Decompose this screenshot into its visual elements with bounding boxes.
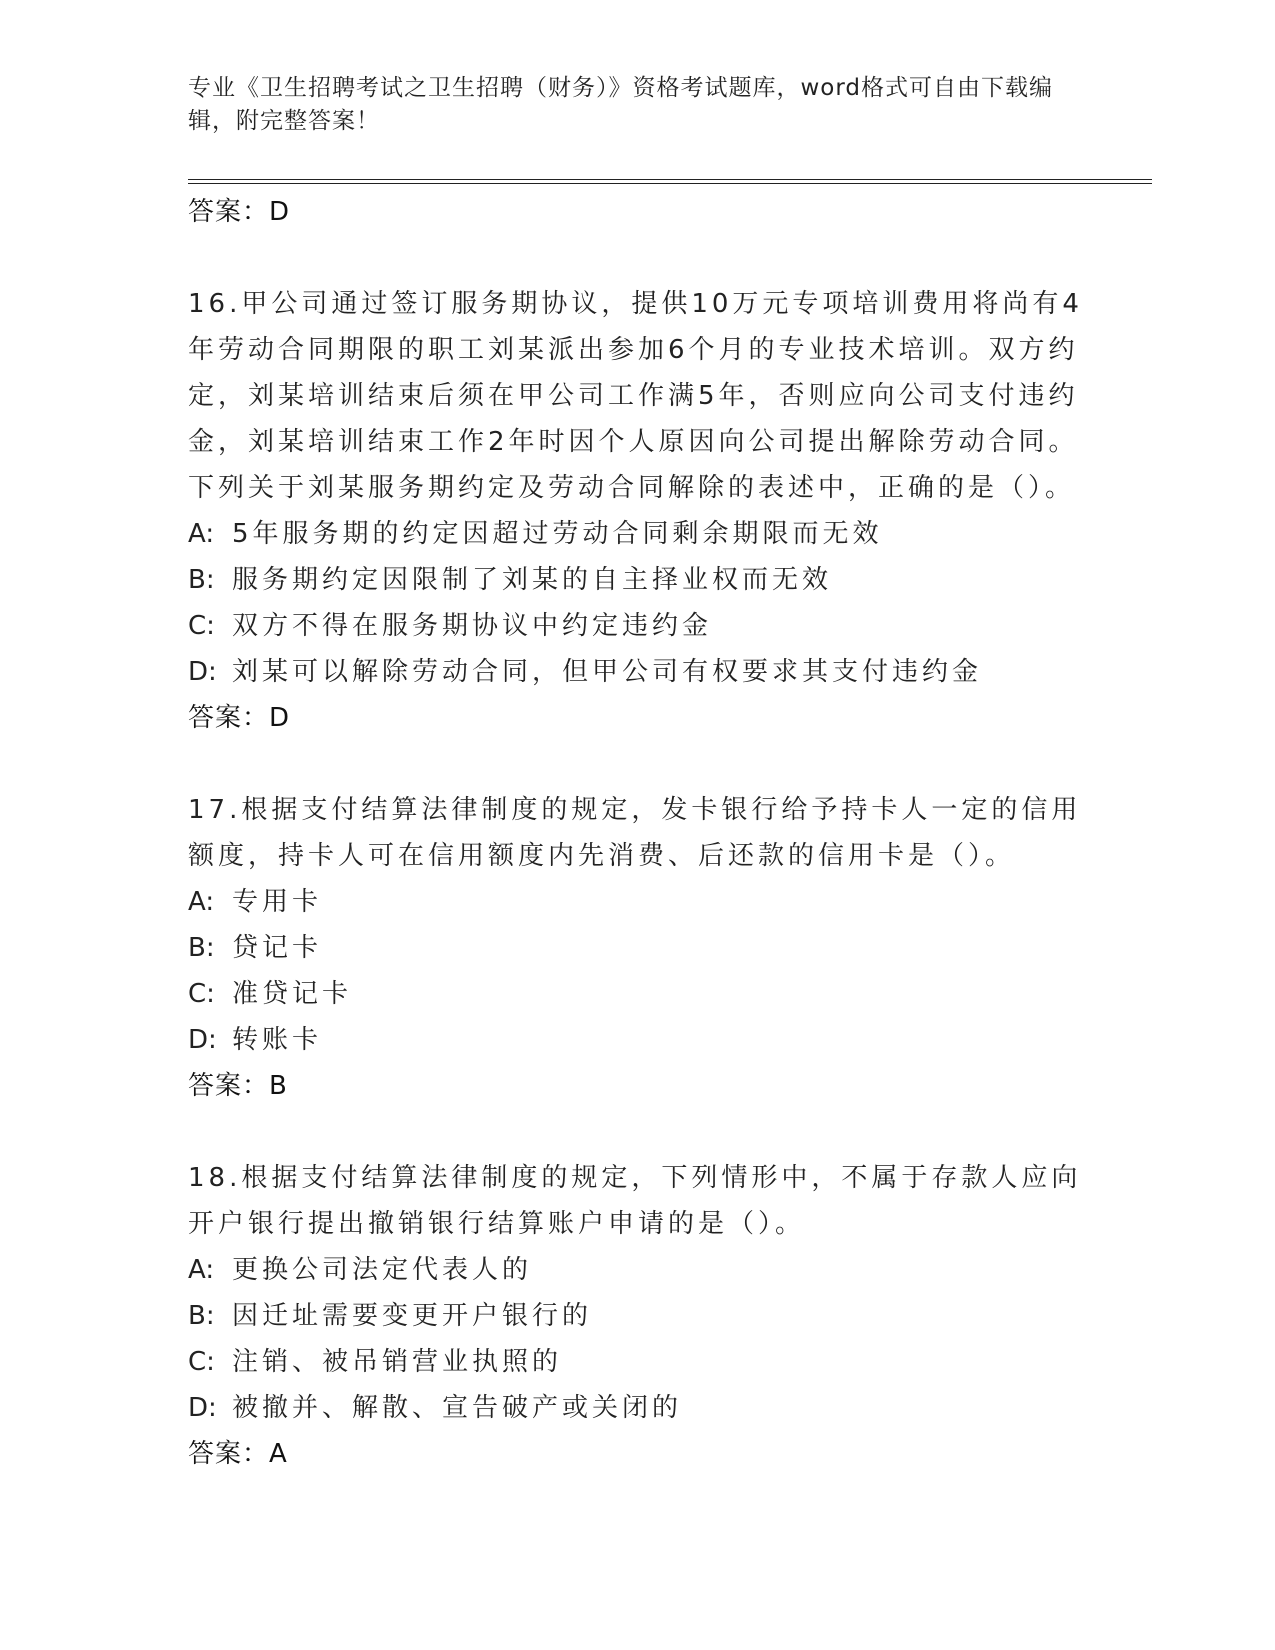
question-16 (188, 281, 1088, 741)
document-content (188, 189, 1088, 1477)
option-key: C: (188, 979, 215, 1009)
option-key: B: (188, 565, 215, 595)
option-d (188, 649, 1088, 695)
option-key: D: (188, 657, 217, 687)
header-rule-bottom (188, 183, 1152, 184)
option-text: 刘某可以解除劳动合同，但甲公司有权要求其支付违约金 (232, 657, 983, 687)
option-key: A: (188, 887, 215, 917)
option-key: C: (188, 1347, 215, 1377)
page-header: 专业《卫生招聘考试之卫生招聘（财务）》资格考试题库，word格式可自由下载编辑，附完整答案！ (188, 75, 1054, 134)
option-b (188, 557, 1088, 603)
option-text: 贷记卡 (232, 933, 323, 963)
option-text: 更换公司法定代表人的 (232, 1255, 533, 1285)
option-key: B: (188, 933, 215, 963)
question-stem: 18.根据支付结算法律制度的规定，下列情形中，不属于存款人应向开户银行提出撤销银行结算账户申请的是（）。 (188, 1163, 1082, 1239)
option-text: 被撤并、解散、宣告破产或关闭的 (232, 1393, 683, 1423)
option-text: 服务期约定因限制了刘某的自主择业权而无效 (232, 565, 833, 595)
question-17 (188, 787, 1088, 1109)
header-rule-top (188, 179, 1152, 180)
option-a (188, 879, 1088, 925)
option-text: 转账卡 (232, 1025, 323, 1055)
option-text: 5年服务期的约定因超过劳动合同剩余期限而无效 (232, 519, 883, 549)
option-d (188, 1017, 1088, 1063)
option-text: 准贷记卡 (232, 979, 353, 1009)
option-b (188, 925, 1088, 971)
option-a (188, 511, 1088, 557)
option-text: 注销、被吊销营业执照的 (232, 1347, 563, 1377)
option-b (188, 1293, 1088, 1339)
option-c (188, 971, 1088, 1017)
option-text: 专用卡 (232, 887, 323, 917)
question-stem: 17.根据支付结算法律制度的规定，发卡银行给予持卡人一定的信用额度，持卡人可在信用额度内先消费、后还款的信用卡是（）。 (188, 795, 1082, 871)
option-text: 因迁址需要变更开户银行的 (232, 1301, 593, 1331)
question-18 (188, 1155, 1088, 1477)
option-a (188, 1247, 1088, 1293)
answer-line: 答案：B (188, 1071, 288, 1101)
option-key: A: (188, 519, 215, 549)
option-key: D: (188, 1025, 217, 1055)
option-key: A: (188, 1255, 215, 1285)
option-c (188, 603, 1088, 649)
question-stem: 16.甲公司通过签订服务期协议，提供10万元专项培训费用将尚有4年劳动合同期限的职工刘某派出参加6个月的专业技术培训。双方约定，刘某培训结束后须在甲公司工作满5年，否则应向公司支付违约金，刘某培训结束工作2年时因个人原因向公司提出解除劳动合同。下列关于刘某服务期约定及劳动合同解除的表述中，正确的是（）。 (188, 289, 1083, 503)
answer-line: 答案：A (188, 1439, 288, 1469)
option-key: C: (188, 611, 215, 641)
option-d (188, 1385, 1088, 1431)
option-key: B: (188, 1301, 215, 1331)
option-key: D: (188, 1393, 217, 1423)
option-c (188, 1339, 1088, 1385)
option-text: 双方不得在服务期协议中约定违约金 (232, 611, 713, 641)
answer-line: 答案：D (188, 703, 291, 733)
answer-line: 答案：D (188, 197, 291, 227)
